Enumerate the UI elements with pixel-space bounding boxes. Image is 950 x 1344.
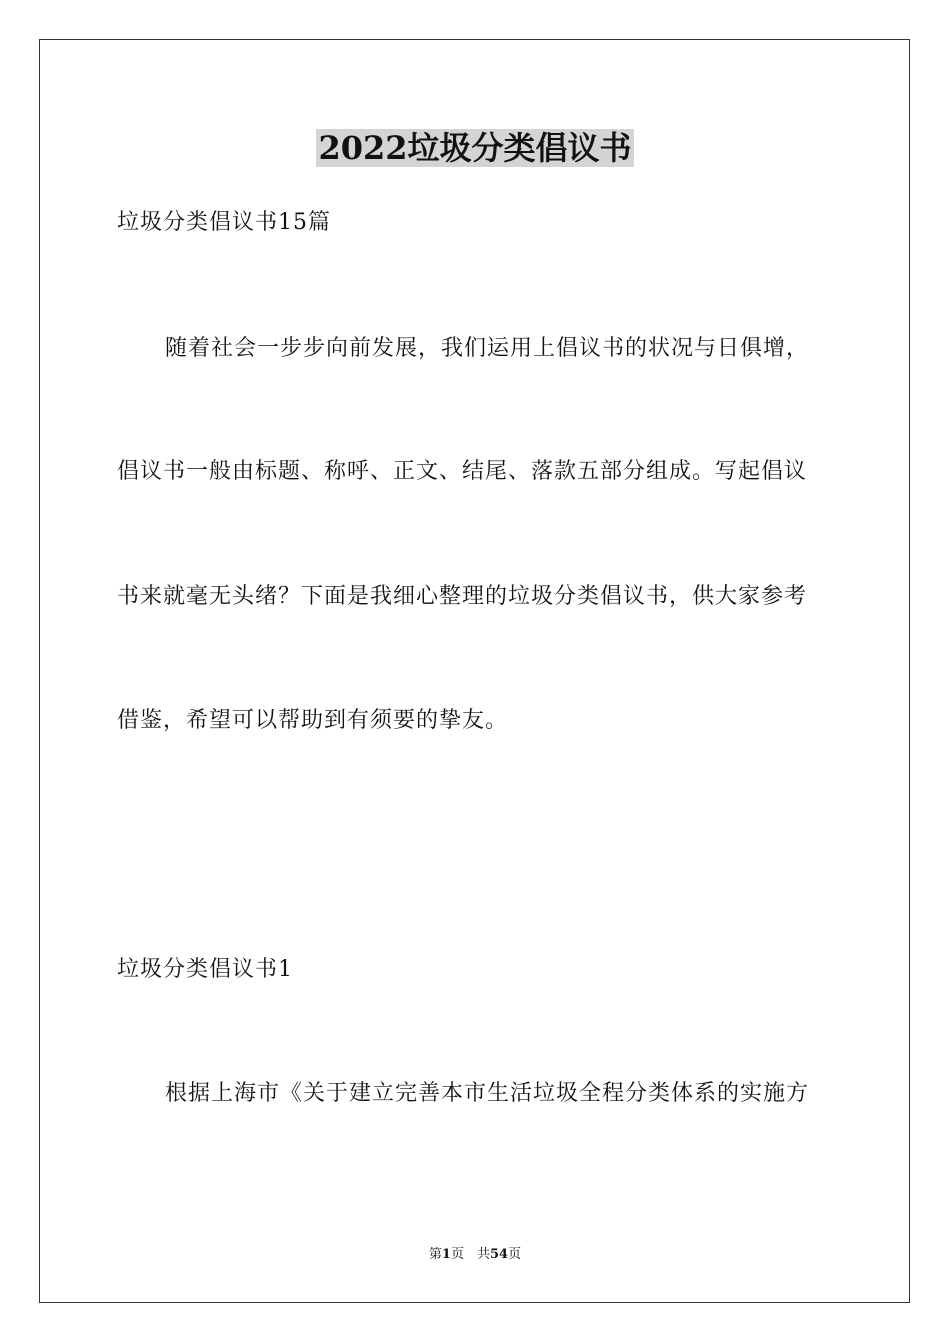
intro-line-4: 借鉴，希望可以帮助到有须要的挚友。 xyxy=(117,708,509,733)
footer-page-suffix: 页 xyxy=(508,1247,522,1262)
intro-line-1: 随着社会一步步向前发展，我们运用上倡议书的状况与日俱增， xyxy=(165,336,810,361)
section-heading: 垃圾分类倡议书1 xyxy=(117,957,293,982)
document-subtitle: 垃圾分类倡议书15篇 xyxy=(117,210,331,235)
document-title-text: 2022垃圾分类倡议书 xyxy=(318,129,632,167)
page-footer xyxy=(0,1246,950,1264)
document-title xyxy=(0,124,950,172)
section-first-line: 根据上海市《关于建立完善本市生活垃圾全程分类体系的实施方 xyxy=(165,1081,810,1106)
footer-page-prefix: 第 xyxy=(428,1247,442,1262)
footer-page-total: 54 xyxy=(489,1247,509,1262)
footer-page-current: 1 xyxy=(441,1247,451,1262)
intro-line-3: 书来就毫无头绪？下面是我细心整理的垃圾分类倡议书，供大家参考 xyxy=(117,584,808,609)
footer-page-mid: 页 共 xyxy=(450,1247,490,1262)
intro-line-2: 倡议书一般由标题、称呼、正文、结尾、落款五部分组成。写起倡议 xyxy=(117,459,808,484)
